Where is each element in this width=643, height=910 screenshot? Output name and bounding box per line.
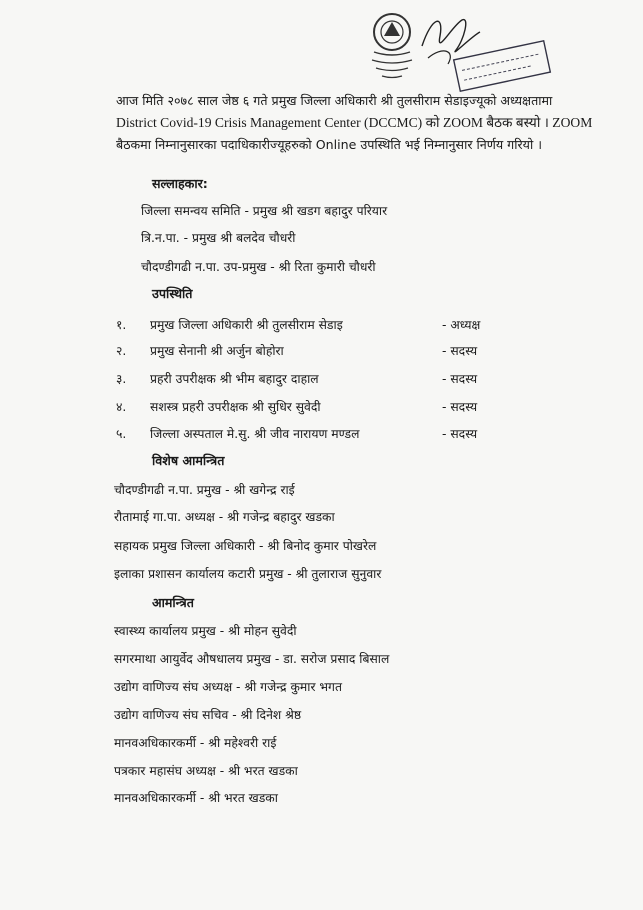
attendance-role: - अध्यक्ष	[442, 318, 481, 332]
invitee-item: उद्योग वाणिज्य संघ अध्यक्ष - श्री गजेन्द्र कुमार भगत	[114, 680, 342, 694]
seal-emblem-icon	[352, 6, 552, 98]
attendance-heading: उपस्थिति	[152, 286, 193, 301]
attendance-role: - सदस्य	[442, 372, 478, 386]
advisor-item: त्रि.न.पा. - प्रमुख श्री बलदेव चौधरी	[141, 231, 296, 245]
attendance-role: - सदस्य	[442, 400, 478, 414]
attendance-name: सशस्त्र प्रहरी उपरीक्षक श्री सुधिर सुवेदी	[150, 400, 321, 414]
attendance-role: - सदस्य	[442, 427, 478, 441]
attendance-number: २.	[116, 344, 127, 358]
invitee-item: सगरमाथा आयुर्वेद औषधालय प्रमुख - डा. सरोज प्रसाद बिसाल	[114, 652, 390, 666]
special-invitee-item: इलाका प्रशासन कार्यालय कटारी प्रमुख - श्री तुलाराज सुनुवार	[114, 567, 382, 581]
intro-line-1: आज मिति २०७८ साल जेष्ठ ६ गते प्रमुख जिल्ला अधिकारी श्री तुलसीराम सेडाइज्यूको अध्यक्षतामा	[116, 93, 553, 108]
special-invitee-item: सहायक प्रमुख जिल्ला अधिकारी - श्री बिनोद कुमार पोखरेल	[114, 539, 377, 553]
special-invitee-item: चौदण्डीगढी न.पा. प्रमुख - श्री खगेन्द्र राई	[114, 483, 295, 497]
attendance-number: ३.	[116, 372, 127, 386]
intro-paragraph	[116, 90, 596, 156]
official-seal-and-signature	[352, 6, 552, 98]
invitee-item: पत्रकार महासंघ अध्यक्ष - श्री भरत खडका	[114, 764, 298, 778]
attendance-name: प्रमुख जिल्ला अधिकारी श्री तुलसीराम सेडाइ	[150, 318, 343, 332]
intro-line-3: बैठकमा निम्नानुसारका पदाधिकारीज्यूहरुको Online उपस्थिति भई निम्नानुसार निर्णय गरियो ।	[116, 137, 542, 152]
invitee-item: मानवअधिकारकर्मी - श्री भरत खडका	[114, 791, 278, 805]
advisors-heading: सल्लाहकार:	[152, 176, 208, 191]
attendance-name: प्रहरी उपरीक्षक श्री भीम बहादुर दाहाल	[150, 372, 319, 386]
attendance-number: ४.	[116, 400, 127, 414]
attendance-number: ५.	[116, 427, 127, 441]
intro-line-2: District Covid-19 Crisis Management Center (DCCMC) को ZOOM बैठक बस्यो । ZOOM	[116, 115, 593, 130]
advisor-item: जिल्ला समन्वय समिति - प्रमुख श्री खडग बहादुर परियार	[141, 204, 388, 218]
invitees-heading: आमन्त्रित	[152, 595, 194, 610]
invitee-item: मानवअधिकारकर्मी - श्री महेश्वरी राई	[114, 736, 277, 750]
advisor-item: चौदण्डीगढी न.पा. उप-प्रमुख - श्री रिता कुमारी चौधरी	[141, 260, 376, 274]
special-invitees-heading: विशेष आमन्त्रित	[152, 453, 225, 468]
invitee-item: उद्योग वाणिज्य संघ सचिव - श्री दिनेश श्रेष्ठ	[114, 708, 302, 722]
special-invitee-item: रौतामाई गा.पा. अध्यक्ष - श्री गजेन्द्र बहादुर खडका	[114, 510, 335, 524]
attendance-name: जिल्ला अस्पताल मे.सु. श्री जीव नारायण मण्डल	[150, 427, 360, 441]
attendance-number: १.	[116, 318, 127, 332]
attendance-name: प्रमुख सेनानी श्री अर्जुन बोहोरा	[150, 344, 284, 358]
invitee-item: स्वास्थ्य कार्यालय प्रमुख - श्री मोहन सुवेदी	[114, 624, 297, 638]
attendance-role: - सदस्य	[442, 344, 478, 358]
